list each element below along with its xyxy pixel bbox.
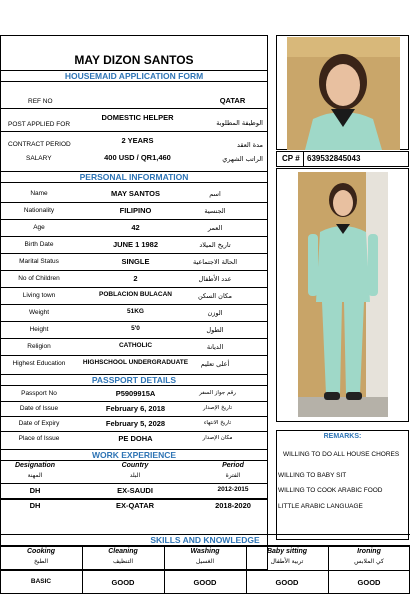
passport-value: February 5, 2028 bbox=[105, 419, 166, 428]
divider bbox=[0, 355, 268, 356]
ref-no-value: QATAR bbox=[219, 96, 246, 105]
contract-ar: مدة العقد bbox=[237, 141, 263, 149]
work-country: EX-QATAR bbox=[115, 501, 155, 510]
skill-name-ar: الغسيل bbox=[195, 558, 215, 565]
passport-ar: تاريخ الإصدار bbox=[202, 405, 233, 411]
skill-level: BASIC bbox=[30, 578, 52, 585]
work-experience-title: WORK EXPERIENCE bbox=[0, 449, 268, 461]
skills-divider bbox=[0, 570, 410, 571]
work-header-period-ar: الفترة bbox=[225, 472, 241, 479]
passport-title: PASSPORT DETAILS bbox=[0, 374, 268, 386]
personal-ar: الديانة bbox=[206, 343, 224, 351]
divider bbox=[0, 270, 268, 271]
passport-label: Date of Issue bbox=[19, 405, 59, 412]
divider bbox=[0, 219, 268, 220]
personal-label: Nationality bbox=[23, 207, 55, 214]
personal-label: No of Children bbox=[18, 275, 60, 282]
personal-ar: عدد الأطفال bbox=[198, 275, 232, 283]
work-header-designation-ar: المهنة bbox=[27, 472, 43, 479]
personal-value: 5'0 bbox=[131, 325, 140, 332]
skill-name: Ironing bbox=[357, 548, 381, 555]
divider bbox=[0, 304, 268, 305]
personal-ar: الجنسية bbox=[204, 207, 226, 215]
skill-name-ar: تربية الأطفال bbox=[270, 558, 304, 565]
passport-label: Date of Expiry bbox=[18, 420, 60, 427]
divider bbox=[0, 401, 268, 402]
personal-value: POBLACION BULACAN bbox=[99, 291, 172, 298]
skill-name-ar: كي الملابس bbox=[354, 558, 384, 565]
cp-divider bbox=[303, 151, 304, 167]
person-full-photo-icon bbox=[298, 172, 388, 417]
remark-item: WILLING TO COOK ARABIC FOOD bbox=[278, 487, 383, 494]
passport-value: PE DOHA bbox=[118, 434, 153, 443]
work-designation: DH bbox=[29, 501, 41, 510]
remark-item: LITTLE ARABIC LANGUAGE bbox=[278, 503, 363, 510]
remarks-title: REMARKS: bbox=[323, 433, 362, 440]
skill-name: Cooking bbox=[27, 548, 55, 555]
work-header-country: Country bbox=[121, 462, 149, 469]
personal-ar: اسم bbox=[209, 190, 221, 198]
personal-value: FILIPINO bbox=[119, 206, 152, 215]
personal-label: Height bbox=[29, 326, 49, 333]
personal-value: 2 bbox=[133, 274, 138, 283]
ref-no-label: REF NO bbox=[28, 98, 53, 105]
skill-level: GOOD bbox=[111, 578, 135, 587]
personal-ar: الحالة الاجتماعية bbox=[192, 258, 238, 266]
personal-label: Age bbox=[33, 224, 45, 231]
personal-value: JUNE 1 1982 bbox=[112, 240, 159, 249]
divider bbox=[0, 483, 268, 484]
divider bbox=[0, 321, 268, 322]
post-label: POST APPLIED FOR bbox=[8, 121, 71, 128]
passport-value: P5909915A bbox=[115, 389, 156, 398]
work-country: EX-SAUDI bbox=[117, 486, 153, 495]
passport-ar: تاريخ الانتهاء bbox=[203, 420, 232, 426]
personal-label: Marital Status bbox=[19, 258, 59, 265]
portrait-photo bbox=[287, 37, 400, 150]
divider bbox=[0, 202, 268, 203]
divider bbox=[0, 236, 268, 237]
personal-ar: الوزن bbox=[207, 309, 223, 317]
personal-ar: مكان السكن bbox=[197, 292, 232, 300]
applicant-name: MAY DIZON SANTOS bbox=[74, 53, 194, 67]
personal-ar: العمر bbox=[207, 224, 223, 232]
passport-label: Place of Issue bbox=[18, 435, 60, 442]
divider bbox=[0, 287, 268, 288]
remark-item: WILLING TO BABY SIT bbox=[278, 472, 347, 479]
passport-ar: رقم جواز السفر bbox=[199, 390, 236, 396]
divider bbox=[0, 338, 268, 339]
divider bbox=[0, 131, 268, 132]
work-header-period: Period bbox=[222, 462, 244, 469]
passport-ar: مكان الإصدار bbox=[202, 435, 233, 441]
skill-level: GOOD bbox=[193, 578, 217, 587]
skill-level: GOOD bbox=[357, 578, 381, 587]
passport-label: Passport No bbox=[21, 390, 57, 397]
full-body-photo bbox=[298, 172, 388, 417]
remarks-box bbox=[276, 430, 409, 540]
salary-label: SALARY bbox=[26, 155, 52, 162]
personal-label: Name bbox=[30, 190, 48, 197]
post-ar: الوظيفة المطلوبة bbox=[216, 119, 263, 127]
personal-value: MAY SANTOS bbox=[110, 189, 161, 198]
person-photo-icon bbox=[287, 37, 400, 150]
personal-label: Religion bbox=[27, 343, 51, 350]
personal-label: Highest Education bbox=[12, 360, 66, 367]
passport-value: February 6, 2018 bbox=[105, 404, 166, 413]
skill-name-ar: التنظيف bbox=[112, 558, 134, 565]
skills-title: SKILLS AND KNOWLEDGE bbox=[0, 534, 410, 546]
post-value: DOMESTIC HELPER bbox=[101, 113, 174, 122]
work-period: 2012-2015 bbox=[217, 486, 249, 493]
personal-value: SINGLE bbox=[121, 257, 150, 266]
work-period: 2018-2020 bbox=[215, 501, 251, 510]
skill-name: Baby sitting bbox=[266, 548, 308, 555]
personal-ar: أعلى تعليم bbox=[200, 360, 230, 368]
skill-name: Cleaning bbox=[108, 548, 138, 555]
personal-ar: تاريخ الميلاد bbox=[199, 241, 231, 249]
contract-value: 2 YEARS bbox=[121, 136, 154, 145]
work-header-country-ar: البلد bbox=[129, 472, 141, 479]
personal-label: Weight bbox=[28, 309, 50, 316]
salary-ar: الراتب الشهري bbox=[222, 155, 263, 163]
divider bbox=[0, 416, 268, 417]
personal-value: 51KG bbox=[127, 308, 144, 315]
work-header-designation: Designation bbox=[14, 462, 56, 469]
personal-label: Living town bbox=[22, 292, 56, 299]
cp-label: CP # bbox=[282, 154, 300, 163]
personal-label: Birth Date bbox=[24, 241, 54, 248]
skill-name: Washing bbox=[190, 548, 220, 555]
form-title: HOUSEMAID APPLICATION FORM bbox=[0, 70, 268, 82]
personal-ar: الطول bbox=[206, 326, 224, 334]
personal-value: CATHOLIC bbox=[118, 342, 153, 349]
contract-label: CONTRACT PERIOD bbox=[8, 141, 71, 148]
remark-item: WILLING TO DO ALL HOUSE CHORES bbox=[283, 451, 400, 458]
divider bbox=[0, 431, 268, 432]
personal-value: 42 bbox=[131, 223, 140, 232]
skill-name-ar: الطبخ bbox=[33, 558, 49, 565]
work-designation: DH bbox=[29, 486, 41, 495]
cp-value: 639532845043 bbox=[307, 154, 361, 163]
salary-value: 400 USD / QR1,460 bbox=[104, 153, 171, 162]
personal-info-title: PERSONAL INFORMATION bbox=[0, 171, 268, 183]
divider bbox=[0, 108, 268, 109]
divider bbox=[0, 253, 268, 254]
skill-level: GOOD bbox=[275, 578, 299, 587]
personal-value: HIGHSCHOOL UNDERGRADUATE bbox=[82, 359, 189, 366]
divider bbox=[0, 498, 268, 500]
